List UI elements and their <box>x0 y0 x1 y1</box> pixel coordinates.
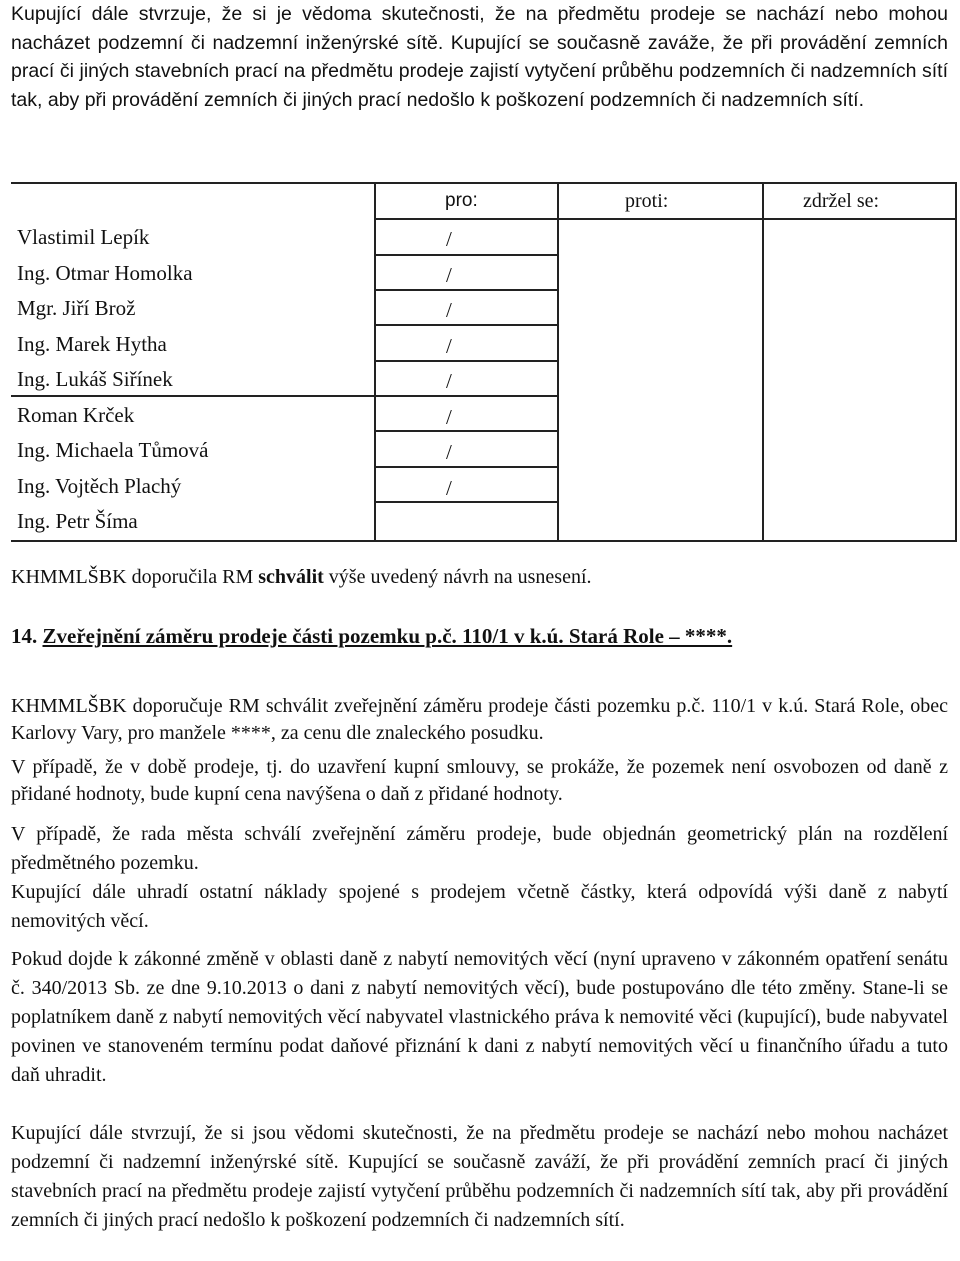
vote-mark: / <box>446 440 452 464</box>
vote-rule <box>374 466 557 468</box>
intro-paragraph: Kupující dále stvrzuje, že si je vědoma skutečnosti, že na předmětu prodeje se nachází nebo mohou nacházet podzemní či nadzemní inženýrské sítě. Kupující se současně zaváže, že při provádění zemních prací či jiných stavebních prací na předmětu prodeje zajistí vytyčení průběhu podzemních či nadzemních sítí tak, aby při provádění zemních či jiných prací nedošlo k poškození podzemních či nadzemních sítí. <box>11 3 948 111</box>
paragraph: KHMMLŠBK doporučuje RM schválit zveřejnění záměru prodeje části pozemku p.č. 110/1 v k.ú. Stará Role, obec Karlovy Vary, pro manžele ****, za cenu dle znaleckého posudku. <box>11 695 948 744</box>
vote-table <box>11 182 957 542</box>
vote-divider <box>557 184 559 540</box>
vote-member-name: Ing. Otmar Homolka <box>17 261 193 285</box>
vote-mark: / <box>446 263 452 287</box>
vote-member-name: Ing. Petr Šíma <box>17 509 138 533</box>
section-title: Zveřejnění záměru prodeje části pozemku p.č. 110/1 v k.ú. Stará Role – ****. <box>42 624 733 648</box>
recommendation-verb: schválit <box>258 566 324 588</box>
vote-member-name: Mgr. Jiří Brož <box>17 296 136 320</box>
vote-member-name: Ing. Michaela Tůmová <box>17 438 209 462</box>
paragraph: Kupující dále stvrzují, že si jsou vědomi skutečnosti, že na předmětu prodeje se nachází nebo mohou nacházet podzemní či nadzemní inženýrské sítě. Kupující se současně zaváží, že při provádění zemních prací či jiných stavebních prací na předmětu prodeje zajistí vytyčení průběhu podzemních či nadzemních sítí tak, aby při provádění zemních či jiných prací nedošlo k poškození podzemních či nadzemních sítí. <box>11 1122 948 1231</box>
vote-header-zdrzel: zdržel se: <box>803 190 880 212</box>
vote-mark: / <box>446 334 452 358</box>
vote-rule <box>374 430 557 432</box>
paragraph: V případě, že v době prodeje, tj. do uzavření kupní smlouvy, se prokáže, že pozemek není osvobozen od daně z přidané hodnoty, bude kupní cena navýšena o daň z přidané hodnoty. <box>11 756 948 805</box>
vote-rule <box>374 289 557 291</box>
vote-rule <box>11 395 557 397</box>
vote-mark: / <box>446 369 452 393</box>
vote-rule <box>374 324 557 326</box>
vote-member-name: Ing. Marek Hytha <box>17 332 167 356</box>
paragraph: Kupující dále uhradí ostatní náklady spojené s prodejem včetně částky, která odpovídá výši daně z nabytí nemovitých věcí. <box>11 881 948 932</box>
recommendation-text-end: výše uvedený návrh na usnesení. <box>323 566 592 588</box>
vote-header-rule <box>374 218 957 220</box>
vote-rule <box>374 254 557 256</box>
recommendation-text: KHMMLŠBK doporučila RM <box>11 566 259 588</box>
vote-header-pro: pro: <box>445 190 478 211</box>
vote-member-name: Vlastimil Lepík <box>17 225 150 249</box>
paragraph: Pokud dojde k zákonné změně v oblasti daně z nabytí nemovitých věcí (nyní upraveno v zákonném opatření senátu č. 340/2013 Sb. ze dne 9.10.2013 o dani z nabytí nemovitých věcí), bude postupováno dle této změny. Stane-li se poplatníkem daně z nabytí nemovitých věcí nabyvatel vlastnického práva k nemovité věci (kupující), bude nabyvatel povinen ve stanoveném termínu podat daňové přiznání k dani z nabytí nemovitých věcí u finančního úřadu a tuto daň uhradit. <box>11 948 948 1086</box>
vote-member-name: Ing. Lukáš Siřínek <box>17 367 173 391</box>
vote-mark: / <box>446 405 452 429</box>
vote-member-name: Ing. Vojtěch Plachý <box>17 474 182 498</box>
recommendation-line <box>11 566 948 589</box>
vote-divider <box>762 184 764 540</box>
vote-member-name: Roman Krček <box>17 403 135 427</box>
vote-divider <box>955 184 957 540</box>
section-heading <box>11 624 948 649</box>
vote-mark: / <box>446 227 452 251</box>
vote-mark: / <box>446 298 452 322</box>
vote-rule <box>374 360 557 362</box>
section-number: 14. <box>11 624 43 648</box>
paragraph: V případě, že rada města schválí zveřejnění záměru prodeje, bude objednán geometrický plán na rozdělení předmětného pozemku. <box>11 823 948 874</box>
vote-rule <box>374 501 557 503</box>
vote-divider <box>374 184 376 540</box>
vote-header-proti: proti: <box>625 190 669 212</box>
vote-mark: / <box>446 476 452 500</box>
